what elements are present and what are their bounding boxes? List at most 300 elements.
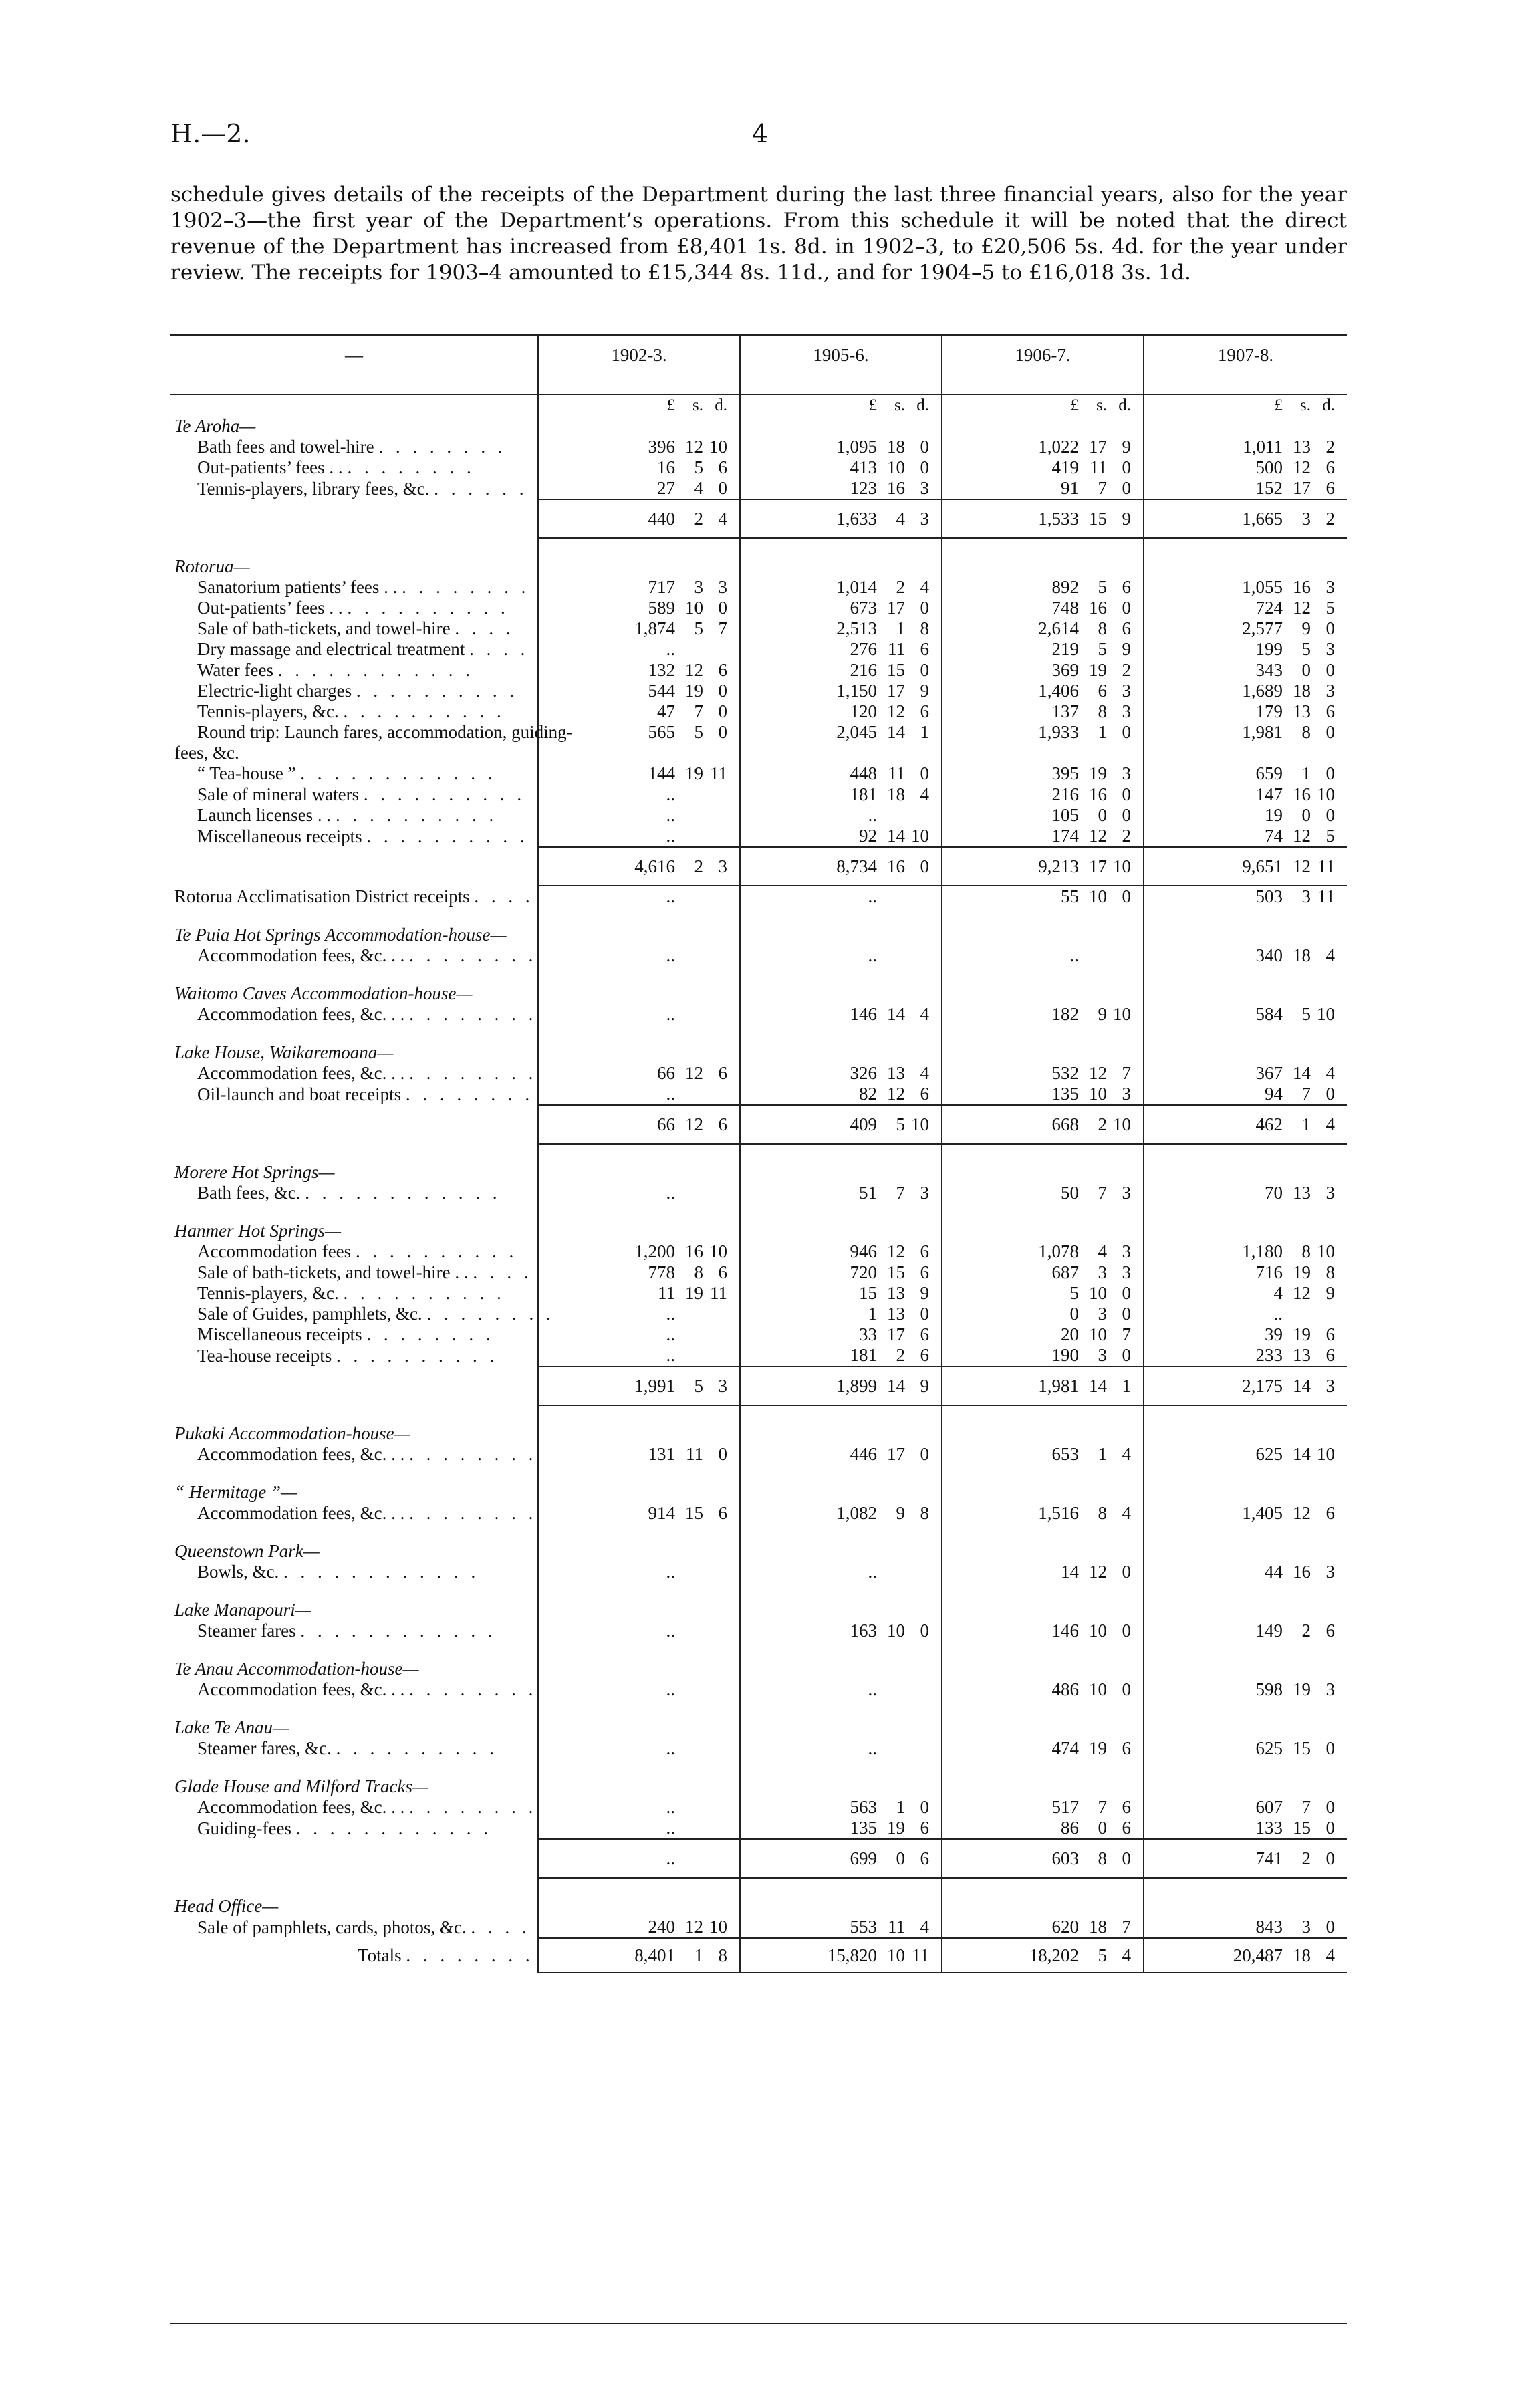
pence: 6: [718, 1063, 727, 1083]
amount-cell: [740, 1004, 942, 1025]
pounds: 276: [850, 639, 877, 659]
row-label: [170, 805, 538, 826]
table-row: [170, 1203, 1347, 1221]
amount-cell: [740, 556, 942, 577]
pounds: 395: [1051, 763, 1079, 784]
pounds: 607: [1255, 1797, 1283, 1817]
amount-cell: [538, 639, 740, 660]
pounds: 1,078: [1038, 1241, 1079, 1261]
amount-cell: [1144, 1105, 1347, 1144]
pounds: 135: [1051, 1084, 1079, 1104]
amount-cell: [942, 1405, 1144, 1423]
shillings: 12: [1293, 1503, 1311, 1523]
pounds: 2,614: [1038, 618, 1079, 638]
amount: [942, 639, 1143, 660]
amount-cell: [942, 499, 1144, 538]
table-row: [170, 1324, 1347, 1345]
pence: 0: [1325, 660, 1335, 680]
pounds: ..: [666, 1183, 675, 1203]
table-row: [170, 701, 1347, 722]
shillings: 9: [1098, 1004, 1107, 1024]
amount-cell: [1144, 1203, 1347, 1221]
pence: 6: [920, 1241, 929, 1261]
amount: [741, 763, 941, 784]
amount-cell: [1144, 416, 1347, 437]
pence: 6: [718, 1503, 727, 1523]
table-row: [170, 1759, 1347, 1776]
item-label: Sale of bath-tickets, and towel-hire: [197, 618, 451, 638]
amount-cell: [942, 437, 1144, 457]
amount: [1144, 784, 1347, 805]
pounds: ..: [868, 886, 877, 907]
amount: [539, 1084, 739, 1104]
amount-cell: [1144, 1776, 1347, 1797]
amount-cell: [538, 966, 740, 983]
amount-cell: [942, 1818, 1144, 1839]
pence: 6: [1325, 1503, 1335, 1523]
shillings: 1: [694, 1945, 703, 1965]
shillings: [1079, 945, 1107, 966]
pounds: 1,022: [1038, 437, 1079, 457]
amount-cell: [1144, 1405, 1347, 1423]
leader-dots: . . . . . . . . . .: [366, 826, 529, 846]
amount-cell: [740, 1700, 942, 1717]
amount-cell: [942, 1917, 1144, 1938]
leader-dots: . . . . . . . . . . . .: [295, 1818, 492, 1838]
amount-cell: [1144, 1221, 1347, 1241]
pence: 8: [920, 1503, 929, 1523]
table-row: [170, 1524, 1347, 1541]
pence: 6: [920, 639, 929, 659]
shillings: 5: [896, 1114, 905, 1134]
pounds: 149: [1255, 1620, 1283, 1641]
amount-cell: [942, 1423, 1144, 1444]
amount: [1144, 701, 1347, 722]
shillings: 9: [896, 1503, 905, 1523]
pence: 6: [1325, 1324, 1335, 1344]
pounds: 659: [1255, 763, 1283, 784]
amount-cell: [740, 966, 942, 983]
pence: 6: [1122, 1797, 1131, 1817]
shillings: 2: [896, 577, 905, 597]
shillings: 19: [1293, 1679, 1311, 1699]
row-label: [170, 1262, 538, 1283]
amount-cell: [1144, 886, 1347, 907]
pence: 3: [1325, 639, 1335, 659]
pounds: 15,820: [827, 1945, 877, 1965]
amount: [942, 1818, 1143, 1838]
amount-cell: [538, 826, 740, 847]
leader-dots: . . . .: [474, 886, 534, 907]
row-label: [170, 1004, 538, 1025]
pounds: 748: [1051, 598, 1079, 618]
amount-cell: [942, 1042, 1144, 1063]
pence: 3: [1122, 681, 1131, 701]
item-label: Tennis-players, &c.: [197, 1283, 339, 1303]
amount-cell: [1144, 478, 1347, 499]
table-row: [170, 556, 1347, 577]
amount-cell: [740, 1541, 942, 1562]
item-label: Accommodation fees, &c. . .: [197, 1444, 405, 1464]
pounds: 240: [648, 1917, 675, 1937]
amount-cell: [740, 847, 942, 886]
shillings: 7: [1301, 1084, 1311, 1104]
amount-cell: [1144, 1641, 1347, 1659]
pounds: 11: [658, 1283, 675, 1303]
amount-cell: [538, 1620, 740, 1641]
table-row: [170, 847, 1347, 886]
row-label: [170, 1405, 538, 1423]
pounds: 8,401: [634, 1945, 675, 1965]
amount-cell: [740, 1063, 942, 1084]
pence: [703, 1620, 727, 1641]
shillings: 8: [1301, 722, 1311, 742]
row-label: [170, 1465, 538, 1482]
pounds: 47: [657, 701, 675, 721]
amount: [741, 945, 941, 966]
leader-dots: . . . . . . . .: [409, 1063, 537, 1083]
pence: [703, 1004, 727, 1025]
pounds: 39: [1265, 1324, 1283, 1344]
amount: [539, 701, 739, 722]
amount-cell: [740, 499, 942, 538]
pounds: ..: [666, 945, 675, 965]
section-title: Rotorua—: [174, 556, 250, 576]
pounds: 66: [657, 1063, 675, 1083]
amount: [539, 1241, 739, 1262]
shillings: 3: [1098, 1345, 1107, 1365]
amount-cell: [740, 1582, 942, 1600]
pounds: 1,180: [1242, 1241, 1283, 1261]
table-row: [170, 945, 1347, 966]
amount: [942, 1262, 1143, 1283]
shillings: [675, 784, 703, 805]
amount-cell: [1144, 1423, 1347, 1444]
pence: 0: [1122, 1679, 1131, 1699]
pounds: 1,665: [1242, 508, 1283, 529]
table-row: [170, 437, 1347, 457]
item-label: “ Tea-house ”: [197, 763, 296, 784]
pence: 3: [1122, 1084, 1131, 1104]
shillings: [675, 826, 703, 846]
amount-cell: [740, 1524, 942, 1541]
item-label: Accommodation fees, &c. . .: [197, 1063, 405, 1083]
amount-cell: [1144, 907, 1347, 925]
amount-cell: [942, 1641, 1144, 1659]
table-row: [170, 1042, 1347, 1063]
amount-cell: [740, 1797, 942, 1818]
amount: [539, 1004, 739, 1025]
amount-cell: [942, 1465, 1144, 1482]
pounds: 20,487: [1233, 1945, 1283, 1965]
amount-cell: [740, 1917, 942, 1938]
intro-paragraph: [170, 182, 1347, 286]
pence: 3: [1122, 1183, 1131, 1203]
table-row: [170, 784, 1347, 805]
amount: [539, 1376, 739, 1397]
pence: 6: [1122, 618, 1131, 638]
shillings: [675, 1818, 703, 1838]
shillings: 16: [1293, 1562, 1311, 1582]
amount: [539, 1324, 739, 1345]
amount-cell: [942, 983, 1144, 1004]
amount: [741, 1262, 941, 1283]
pence: 3: [1122, 1241, 1131, 1261]
pounds: 1,981: [1242, 722, 1283, 742]
pence: 6: [1122, 577, 1131, 597]
pence: 6: [920, 1262, 929, 1282]
row-label: [170, 1679, 538, 1700]
item-label: Sale of mineral waters: [197, 784, 360, 804]
amount: [741, 478, 941, 499]
leader-dots: . . . . . . . .: [409, 1004, 537, 1024]
table-row: [170, 1025, 1347, 1042]
pence: 0: [920, 457, 929, 477]
shillings: 13: [887, 1063, 905, 1083]
shillings: 8: [1098, 618, 1107, 638]
row-label: [170, 618, 538, 639]
amount-cell: [942, 639, 1144, 660]
shillings: [877, 886, 905, 907]
pounds: 55: [1061, 886, 1079, 907]
shillings: 7: [1098, 1797, 1107, 1817]
amount: [539, 1917, 739, 1937]
pence: 6: [920, 1084, 929, 1104]
row-label: [170, 1620, 538, 1641]
shillings: 12: [1089, 1562, 1107, 1582]
pounds: ..: [666, 805, 675, 825]
document-code: H.—2.: [170, 119, 251, 148]
pounds: 843: [1255, 1917, 1283, 1937]
amount-cell: [1144, 1503, 1347, 1524]
amount-cell: [740, 907, 942, 925]
row-label: [170, 577, 538, 598]
pounds: 603: [1051, 1848, 1079, 1869]
shillings: [675, 1183, 703, 1203]
amount-cell: [942, 1482, 1144, 1503]
amount-cell: [942, 826, 1144, 847]
amount-cell: [538, 1203, 740, 1221]
section-title: Morere Hot Springs—: [174, 1162, 335, 1182]
row-label: [170, 1203, 538, 1221]
section-title: Lake House, Waikaremoana—: [174, 1042, 394, 1062]
header-year: 1907-8.: [1144, 335, 1347, 394]
pence: 10: [911, 826, 929, 846]
shillings: 17: [887, 598, 905, 618]
item-label: Dry massage and electrical treatment: [197, 639, 465, 659]
table-row: [170, 618, 1347, 639]
row-label: [170, 1797, 538, 1818]
shillings: 19: [685, 763, 703, 784]
amount: [942, 1304, 1143, 1324]
pence: 6: [1325, 1620, 1335, 1641]
amount-cell: [740, 1465, 942, 1482]
amount: [741, 618, 941, 639]
amount: [1144, 1183, 1347, 1203]
amount: [942, 1444, 1143, 1465]
shillings: 10: [1089, 1620, 1107, 1641]
table-row: [170, 1004, 1347, 1025]
shillings: 16: [1089, 784, 1107, 804]
row-label: [170, 1063, 538, 1084]
amount-cell: [1144, 1444, 1347, 1465]
amount: [942, 1345, 1143, 1366]
amount: [1144, 1620, 1347, 1641]
row-label: [170, 1776, 538, 1797]
amount: [539, 1304, 739, 1324]
pounds: 144: [648, 763, 675, 784]
amount-cell: [740, 1759, 942, 1776]
amount-cell: [942, 1717, 1144, 1738]
pounds: 9,213: [1038, 856, 1079, 876]
amount-cell: [538, 1524, 740, 1541]
item-label: Water fees: [197, 660, 273, 680]
amount-cell: [942, 1025, 1144, 1042]
shillings: 17: [887, 681, 905, 701]
table-row: [170, 1641, 1347, 1659]
amount: [1144, 1241, 1347, 1262]
pence: 9: [920, 681, 929, 701]
item-label: Rotorua Acclimatisation District receipts: [174, 886, 470, 907]
amount-cell: [1144, 805, 1347, 826]
shillings: 7: [1301, 1797, 1311, 1817]
amount-cell: [942, 1241, 1144, 1262]
amount: [1144, 1262, 1347, 1283]
amount: [1144, 826, 1347, 846]
pence: 3: [1122, 763, 1131, 784]
pounds: 413: [850, 457, 877, 477]
pence: 4: [920, 784, 929, 804]
header-year: 1905-6.: [740, 335, 942, 394]
row-label: [170, 1541, 538, 1562]
shillings: 16: [887, 856, 905, 876]
pence: 10: [709, 1241, 727, 1261]
pence: 0: [1325, 1738, 1335, 1758]
pounds: 892: [1051, 577, 1079, 597]
row-label: [170, 1503, 538, 1524]
amount: [942, 1241, 1143, 1262]
table-row: [170, 1600, 1347, 1620]
pounds: 1,516: [1038, 1503, 1079, 1523]
shillings: 12: [1293, 457, 1311, 477]
shillings: 0: [1098, 805, 1107, 825]
pence: [703, 784, 727, 805]
shillings: 7: [1098, 478, 1107, 498]
amount-cell: [942, 1659, 1144, 1679]
item-label: Out-patients’ fees . .: [197, 457, 343, 477]
pounds: 1,874: [634, 618, 675, 638]
pounds: 1,633: [836, 508, 877, 529]
shillings: 11: [888, 763, 905, 784]
amount-cell: [538, 784, 740, 805]
amount: [1144, 1283, 1347, 1304]
pounds: 163: [850, 1620, 877, 1641]
item-label: Sale of pamphlets, cards, photos, &c.: [197, 1917, 467, 1937]
amount: [942, 1848, 1143, 1869]
pence: 0: [1122, 1283, 1131, 1303]
pence: 4: [1325, 945, 1335, 965]
amount-cell: [942, 1366, 1144, 1405]
pounds: 1,011: [1243, 437, 1283, 457]
leader-dots: . . . . . . . . . . . .: [300, 763, 497, 784]
shillings: [877, 1738, 905, 1759]
header-year: 1902-3.: [538, 335, 740, 394]
amount-cell: [1144, 556, 1347, 577]
amount: [942, 722, 1143, 743]
shillings: 1: [896, 1797, 905, 1817]
leader-dots: . . . . . .: [434, 479, 528, 499]
table-row: [170, 983, 1347, 1004]
row-label: [170, 556, 538, 577]
shillings: [1283, 1304, 1311, 1324]
amount-cell: [740, 701, 942, 722]
pounds: 946: [850, 1241, 877, 1261]
pence: 7: [1122, 1917, 1131, 1937]
pounds: 94: [1265, 1084, 1283, 1104]
shillings: 13: [1293, 1183, 1311, 1203]
amount: [942, 457, 1143, 478]
amount-cell: [942, 1582, 1144, 1600]
amount-cell: [942, 660, 1144, 681]
amount: [942, 1114, 1143, 1135]
amount-cell: [538, 1465, 740, 1482]
pence: 10: [1317, 784, 1335, 804]
item-label: Sale of Guides, pamphlets, &c.: [197, 1304, 422, 1324]
pence: 0: [1325, 1818, 1335, 1838]
leader-dots: . . . . . . . . . . . .: [283, 1562, 480, 1582]
amount-cell: [942, 1063, 1144, 1084]
amount-cell: [740, 1221, 942, 1241]
pounds: ..: [1069, 945, 1079, 965]
pence: 10: [911, 1114, 929, 1134]
pence: 0: [718, 598, 727, 618]
row-label: [170, 1283, 538, 1304]
pounds: ..: [666, 1738, 675, 1758]
pounds: 137: [1051, 701, 1079, 721]
shillings: [675, 1345, 703, 1366]
table-row: [170, 1366, 1347, 1405]
amount: [741, 1004, 941, 1025]
amount-cell: [1144, 1262, 1347, 1283]
page-number: 4: [752, 119, 769, 148]
amount-cell: [1144, 618, 1347, 639]
pounds: 396: [648, 437, 675, 457]
amount-cell: [942, 1700, 1144, 1717]
amount: [1144, 1797, 1347, 1818]
amount: [539, 886, 739, 907]
pence: 6: [718, 1262, 727, 1282]
amount-cell: [538, 1405, 740, 1423]
pounds: ..: [868, 945, 877, 965]
amount-cell: [740, 1482, 942, 1503]
pence: [703, 1084, 727, 1104]
amount: [1144, 1324, 1347, 1345]
pounds: 82: [859, 1084, 877, 1104]
pence: 4: [1122, 1945, 1131, 1965]
amount: [1144, 1848, 1347, 1869]
shillings: 5: [1301, 1004, 1311, 1024]
pence: 3: [920, 478, 929, 498]
amount: [539, 1738, 739, 1759]
amount-cell: [942, 1004, 1144, 1025]
pence: 0: [1325, 1848, 1335, 1869]
pence: 0: [920, 437, 929, 457]
amount: [741, 1084, 941, 1104]
amount: [1144, 681, 1347, 701]
table-row: [170, 1262, 1347, 1283]
pounds: 367: [1255, 1063, 1283, 1083]
amount: [942, 1917, 1143, 1937]
